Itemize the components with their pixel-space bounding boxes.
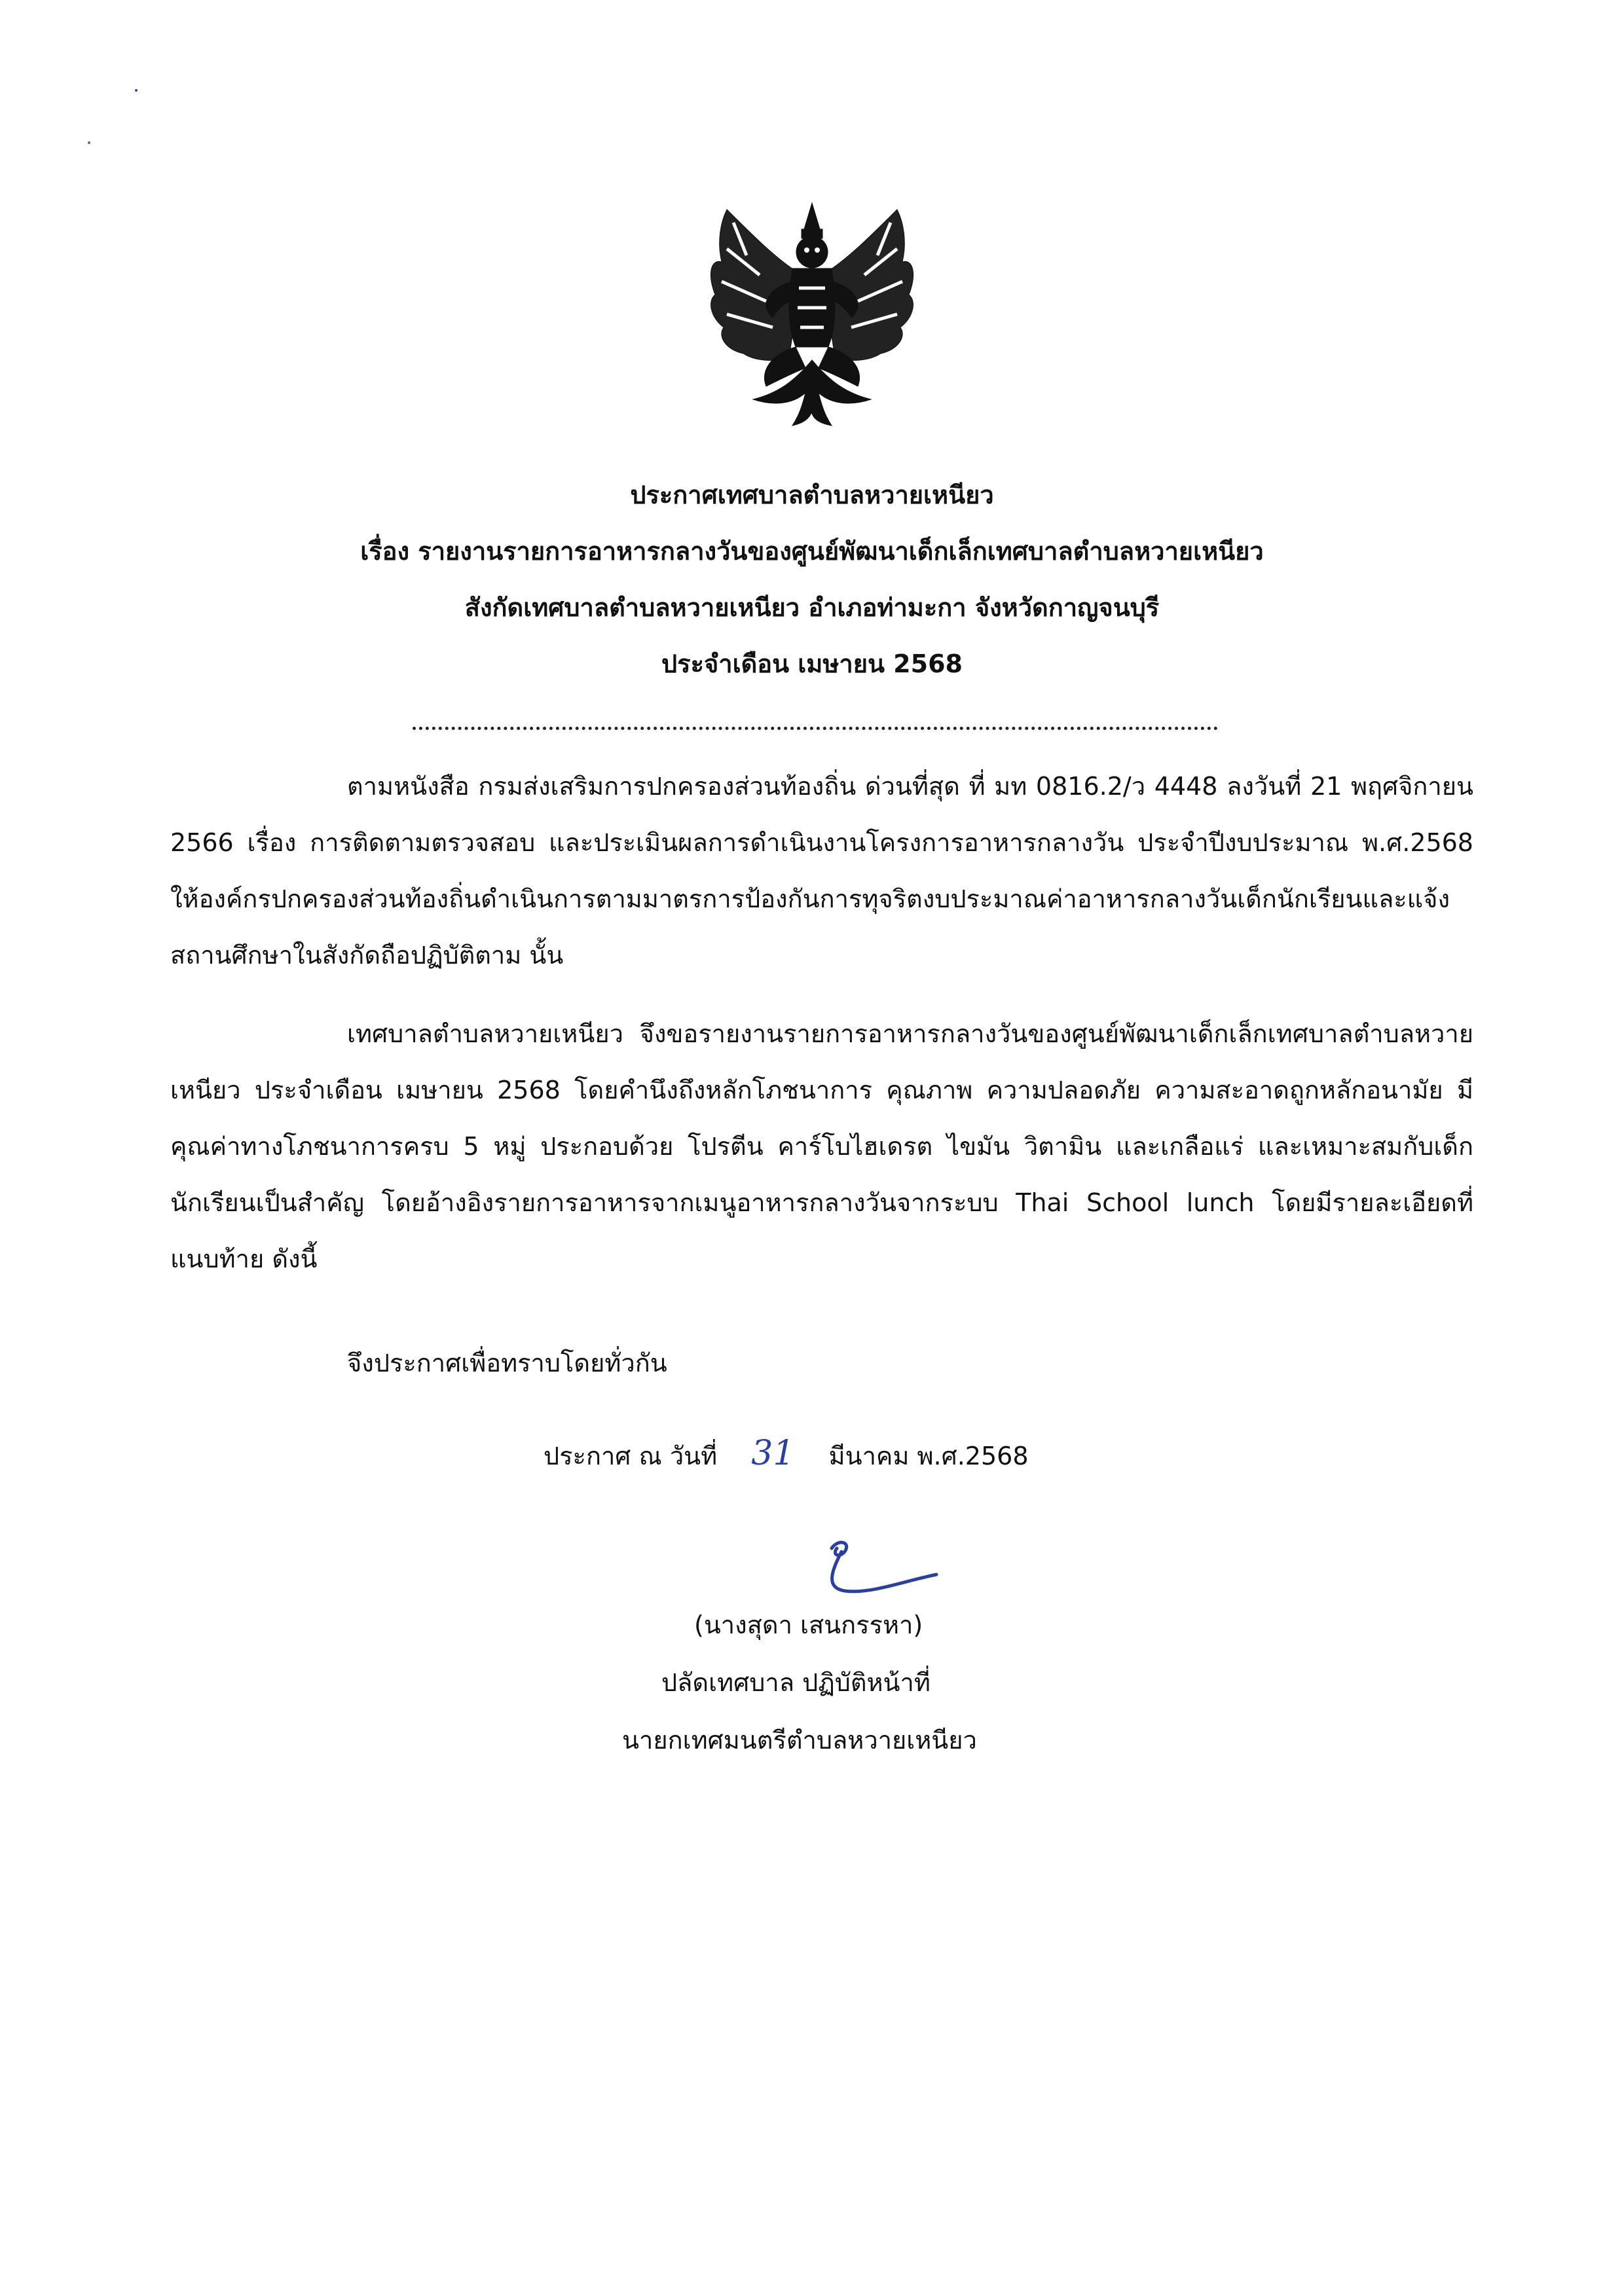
announcement-title: ประกาศเทศบาลตำบลหวายเหนียว xyxy=(630,481,994,509)
scan-speck xyxy=(88,141,90,144)
body-paragraph-1: ตามหนังสือ กรมส่งเสริมการปกครองส่วนท้องถิ่น ด่วนที่สุด ที่ มท 0816.2/ว 4448 ลงวันที่ 21 พฤศจิกายน 2566 เรื่อง การติดตามตรวจสอบ และประเมินผลการดำเนินงานโครงการอาหารกลางวัน ประจำปีงบประมาณ พ.ศ.2568 ให้องค์กรปกครองส่วนท้องถิ่นดำเนินการตามมาตรการป้องกันการทุจริตงบประมาณค่าอาหารกลางวันเด็กนักเรียนและแจ้งสถานศึกษาในสังกัดถือปฏิบัติตาม นั้น xyxy=(170,772,1473,970)
closing-statement: จึงประกาศเพื่อทราบโดยทั่วกัน xyxy=(347,1349,667,1377)
handwritten-day: 31 xyxy=(751,1434,795,1473)
body-paragraph-2: เทศบาลตำบลหวายเหนียว จึงขอรายงานรายการอาหารกลางวันของศูนย์พัฒนาเด็กเล็กเทศบาลตำบลหวายเหนียว ประจำเดือน เมษายน 2568 โดยคำนึงถึงหลักโภชนาการ คุณภาพ ความปลอดภัย ความสะอาดถูกหลักอนามัย มีคุณค่าทางโภชนาการครบ 5 หมู่ ประกอบด้วย โปรตีน คาร์โบไฮเดรต ไขมัน วิตามิน และเกลือแร่ และเหมาะสมกับเด็กนักเรียนเป็นสำคัญ โดยอ้างอิงรายการอาหารจากเมนูอาหารกลางวันจากระบบ Thai School lunch โดยมีรายละเอียดที่แนบท้าย ดังนี้ xyxy=(170,1019,1473,1273)
handwritten-signature xyxy=(805,1532,950,1604)
signatory-position-2: นายกเทศมนตรีตำบลหวายเหนียว xyxy=(622,1726,977,1755)
garuda-emblem-icon xyxy=(681,196,943,432)
announcement-period: ประจำเดือน เมษายน 2568 xyxy=(661,649,963,678)
date-line xyxy=(544,1434,1029,1473)
signatory-position-1: ปลัดเทศบาล ปฏิบัติหน้าที่ xyxy=(661,1668,931,1697)
signatory-name: (นางสุดา เสนกรรหา) xyxy=(694,1611,923,1639)
scan-speck xyxy=(135,89,138,92)
announcement-subject: เรื่อง รายงานรายการอาหารกลางวันของศูนย์พัฒนาเด็กเล็กเทศบาลตำบลหวายเหนียว xyxy=(360,537,1264,566)
announcement-affiliation: สังกัดเทศบาลตำบลหวายเหนียว อำเภอท่ามะกา จังหวัดกาญจนบุรี xyxy=(464,593,1160,622)
dotted-divider xyxy=(413,719,1218,730)
date-prefix: ประกาศ ณ วันที่ xyxy=(544,1442,718,1470)
date-month-year: มีนาคม พ.ศ.2568 xyxy=(828,1442,1029,1470)
